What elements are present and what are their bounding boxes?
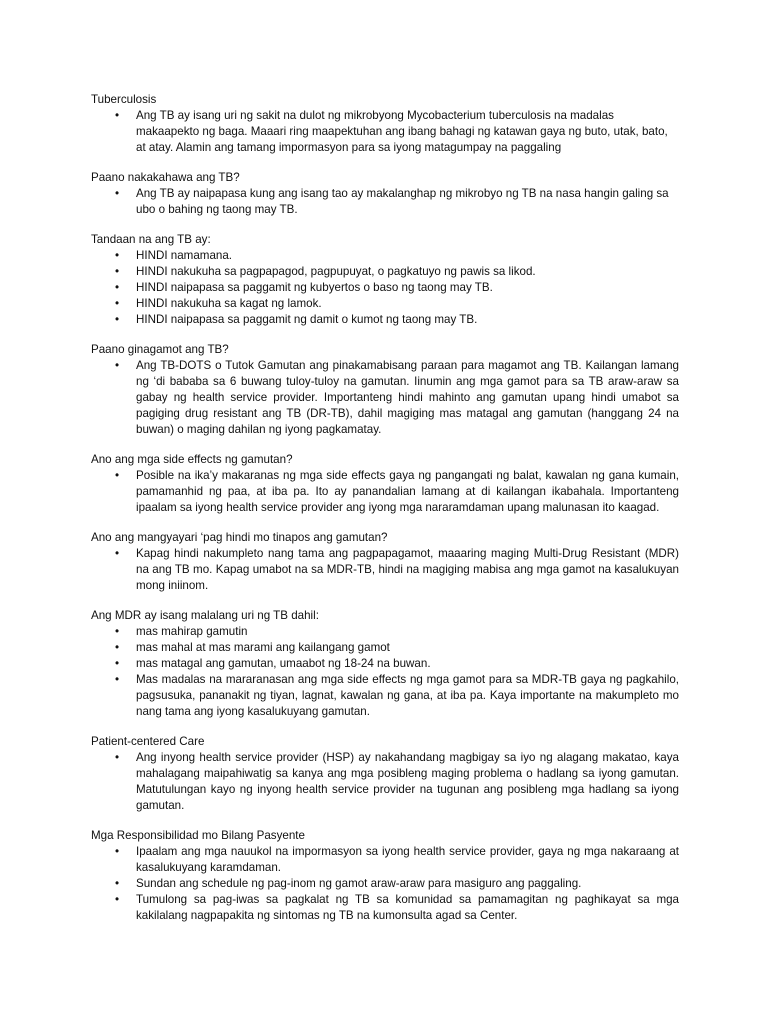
bullet-icon: • [115,469,120,482]
section [91,608,679,720]
bullet-item [91,186,679,218]
bullet-item [91,844,679,876]
section [91,170,679,218]
bullet-icon: • [115,187,120,200]
bullet-text: Kapag hindi nakumpleto nang tama ang pagpapagamot, maaaring maging Multi-Drug Resistant (MDR) na ang TB mo. Kapag umabot na sa MDR-TB, hindi na magiging mabisa ang mga gamot na kasalukuyan mong iniinom. [136,547,679,592]
bullet-text: HINDI naipapasa sa paggamit ng kubyertos o baso ng taong may TB. [136,281,493,294]
bullet-item [91,264,679,280]
bullet-text: Mas madalas na mararanasan ang mga side effects ng mga gamot para sa MDR-TB gaya ng pagkahilo, pagsusuka, pananakit ng tiyan, lagnat, kawalan ng gana, at iba pa. Kaya importante na makumpleto mo nang tama ang iyong kasalukuyang gamutan. [136,673,679,718]
bullet-item [91,640,679,656]
bullet-icon: • [115,641,120,654]
bullet-icon: • [115,657,120,670]
bullet-text: Ang TB ay naipapasa kung ang isang tao ay makalanghap ng mikrobyo ng TB na nasa hangin galing sa ubo o bahing ng taong may TB. [136,187,669,216]
bullet-item [91,468,679,516]
bullet-icon: • [115,297,120,310]
bullet-icon: • [115,249,120,262]
bullet-icon: • [115,109,120,122]
section-heading: Tandaan na ang TB ay: [91,233,211,246]
bullet-text: Ang inyong health service provider (HSP) ay nakahandang magbigay sa iyo ng alagang makatao, kaya mahalagang maipahiwatig sa kanya ang mga posibleng maging problema o hadlang sa iyong gamutan. Matutulungan kayo ng inyong health service provider na tugunan ang posibleng mga hadlang sa iyong gamutan. [136,751,679,812]
section [91,734,679,814]
bullet-icon: • [115,625,120,638]
bullet-item [91,248,679,264]
bullet-list [91,468,679,516]
bullet-item [91,750,679,814]
bullet-text: HINDI naipapasa sa paggamit ng damit o kumot ng taong may TB. [136,313,478,326]
bullet-list [91,624,679,720]
bullet-icon: • [115,265,120,278]
bullet-item [91,876,679,892]
bullet-text: Sundan ang schedule ng pag-inom ng gamot araw-araw para masiguro ang paggaling. [136,877,582,890]
bullet-text: mas mahal at mas marami ang kailangang gamot [136,641,390,654]
bullet-list [91,358,679,438]
section [91,530,679,594]
bullet-item [91,280,679,296]
document-page [91,92,679,938]
bullet-text: mas mahirap gamutin [136,625,248,638]
bullet-text: HINDI namamana. [136,249,233,262]
bullet-text: Posible na ika’y makaranas ng mga side effects gaya ng pangangati ng balat, kawalan ng gana kumain, pamamanhid ng paa, at iba pa. Ito ay panandalian lamang at di kailangan ikabahala. Importanteng ipaalam sa iyong health service provider ang iyong mga nararamdaman upang malunasan ito kaagad. [136,469,679,514]
bullet-text: Ipaalam ang mga nauukol na impormasyon sa iyong health service provider, gaya ng mga nakaraang at kasalukuyang karamdaman. [136,845,679,874]
bullet-list [91,248,679,328]
bullet-list [91,844,679,924]
bullet-item [91,296,679,312]
bullet-list [91,186,679,218]
bullet-item [91,108,679,156]
bullet-item [91,624,679,640]
section-heading: Ang MDR ay isang malalang uri ng TB dahil: [91,609,319,622]
bullet-text: HINDI nakukuha sa pagpapagod, pagpupuyat, o pagkatuyo ng pawis sa likod. [136,265,536,278]
bullet-icon: • [115,313,120,326]
bullet-icon: • [115,893,120,906]
bullet-item [91,656,679,672]
section-heading: Tuberculosis [91,93,157,106]
bullet-text: Ang TB-DOTS o Tutok Gamutan ang pinakamabisang paraan para magamot ang TB. Kailangan lamang ng ‘di bababa sa 6 buwang tuloy-tuloy na gamutan. Iinumin ang mga gamot para sa TB araw-araw sa gabay ng health service provider. Importanteng hindi mahinto ang gamutan upang hindi umabot sa pagiging drug resistant ang TB (DR-TB), dahil magiging mas matagal ang gamutan (hanggang 24 na buwan) o maging dahilan ng iyong pagkamatay. [136,359,679,436]
bullet-list [91,108,679,156]
bullet-item [91,672,679,720]
bullet-list [91,750,679,814]
bullet-icon: • [115,281,120,294]
bullet-item [91,358,679,438]
bullet-icon: • [115,673,120,686]
bullet-icon: • [115,359,120,372]
section [91,92,679,156]
bullet-text: mas matagal ang gamutan, umaabot ng 18-24 na buwan. [136,657,431,670]
section [91,232,679,328]
bullet-icon: • [115,845,120,858]
bullet-item [91,892,679,924]
section-heading: Patient-centered Care [91,735,205,748]
section-heading: Paano nakakahawa ang TB? [91,171,240,184]
bullet-icon: • [115,751,120,764]
bullet-item [91,312,679,328]
bullet-icon: • [115,547,120,560]
bullet-text: HINDI nakukuha sa kagat ng lamok. [136,297,322,310]
section [91,342,679,438]
section-heading: Ano ang mga side effects ng gamutan? [91,453,293,466]
bullet-item [91,546,679,594]
bullet-text: Tumulong sa pag-iwas sa pagkalat ng TB sa komunidad sa pamamagitan ng paghikayat sa mga kakilalang nagpapakita ng sintomas ng TB na kumonsulta agad sa Center. [136,893,679,922]
bullet-list [91,546,679,594]
section [91,452,679,516]
bullet-icon: • [115,877,120,890]
section-heading: Mga Responsibilidad mo Bilang Pasyente [91,829,305,842]
section-heading: Ano ang mangyayari ‘pag hindi mo tinapos ang gamutan? [91,531,388,544]
section-heading: Paano ginagamot ang TB? [91,343,229,356]
section [91,828,679,924]
bullet-text: Ang TB ay isang uri ng sakit na dulot ng mikrobyong Mycobacterium tuberculosis na madalas makaapekto ng baga. Maaari ring maapektuhan ang ibang bahagi ng katawan gaya ng buto, utak, bato, at atay. Alamin ang tamang impormasyon para sa iyong matagumpay na paggaling [136,109,668,154]
